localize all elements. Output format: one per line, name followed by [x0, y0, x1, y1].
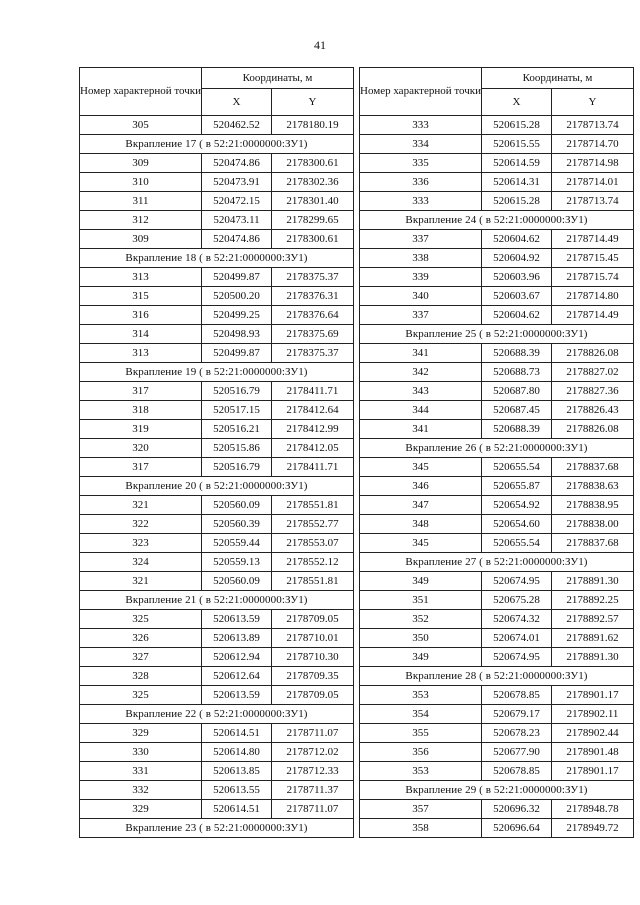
section-title: Вкрапление 24 ( в 52:21:0000000:ЗУ1): [360, 211, 634, 230]
point-number-cell: 338: [360, 249, 482, 268]
y-coordinate-cell: 2178714.70: [552, 135, 634, 154]
x-coordinate-cell: 520614.51: [202, 800, 272, 819]
y-coordinate-cell: 2178891.62: [552, 629, 634, 648]
table-row: [80, 116, 354, 135]
coordinates-header: Координаты, м: [202, 68, 354, 89]
table-row: [80, 800, 354, 819]
section-row: [80, 363, 354, 382]
table-row: [360, 610, 634, 629]
point-number-cell: 331: [80, 762, 202, 781]
x-coordinate-cell: 520613.59: [202, 610, 272, 629]
y-coordinate-cell: 2178715.45: [552, 249, 634, 268]
table-row: [80, 268, 354, 287]
page-number: 41: [314, 38, 326, 52]
section-row: [360, 553, 634, 572]
x-coordinate-cell: 520474.86: [202, 154, 272, 173]
y-coordinate-cell: 2178714.98: [552, 154, 634, 173]
x-coordinate-cell: 520613.89: [202, 629, 272, 648]
point-number-cell: 332: [80, 781, 202, 800]
x-coordinate-cell: 520674.95: [482, 572, 552, 591]
y-coordinate-cell: 2178713.74: [552, 116, 634, 135]
y-coordinate-cell: 2178300.61: [272, 154, 354, 173]
y-coordinate-cell: 2178827.36: [552, 382, 634, 401]
point-number-cell: 317: [80, 458, 202, 477]
table-row: [80, 439, 354, 458]
y-coordinate-cell: 2178837.68: [552, 534, 634, 553]
x-header: X: [202, 89, 272, 116]
x-coordinate-cell: 520604.92: [482, 249, 552, 268]
table-row: [360, 648, 634, 667]
section-title: Вкрапление 18 ( в 52:21:0000000:ЗУ1): [80, 249, 354, 268]
coordinates-table-left: [79, 67, 354, 838]
table-row: [360, 496, 634, 515]
y-coordinate-cell: 2178710.30: [272, 648, 354, 667]
y-coordinate-cell: 2178837.68: [552, 458, 634, 477]
y-coordinate-cell: 2178714.49: [552, 306, 634, 325]
y-coordinate-cell: 2178891.30: [552, 572, 634, 591]
x-coordinate-cell: 520560.09: [202, 572, 272, 591]
table-row: [360, 192, 634, 211]
section-row: [80, 591, 354, 610]
point-number-cell: 334: [360, 135, 482, 154]
table-row: [360, 401, 634, 420]
point-number-cell: 309: [80, 230, 202, 249]
point-number-cell: 346: [360, 477, 482, 496]
section-row: [80, 705, 354, 724]
y-coordinate-cell: 2178301.40: [272, 192, 354, 211]
table-row: [80, 534, 354, 553]
y-coordinate-cell: 2178714.80: [552, 287, 634, 306]
table-row: [360, 686, 634, 705]
point-number-cell: 353: [360, 686, 482, 705]
section-row: [360, 211, 634, 230]
section-row: [360, 439, 634, 458]
y-coordinate-cell: 2178711.07: [272, 800, 354, 819]
point-number-cell: 325: [80, 686, 202, 705]
x-coordinate-cell: 520674.01: [482, 629, 552, 648]
point-number-cell: 325: [80, 610, 202, 629]
section-title: Вкрапление 28 ( в 52:21:0000000:ЗУ1): [360, 667, 634, 686]
point-number-cell: 355: [360, 724, 482, 743]
table-row: [360, 591, 634, 610]
point-number-cell: 324: [80, 553, 202, 572]
y-coordinate-cell: 2178412.99: [272, 420, 354, 439]
table-row: [80, 762, 354, 781]
x-coordinate-cell: 520472.15: [202, 192, 272, 211]
table-row: [80, 192, 354, 211]
section-row: [360, 325, 634, 344]
x-coordinate-cell: 520516.79: [202, 382, 272, 401]
table-row: [360, 249, 634, 268]
point-number-cell: 326: [80, 629, 202, 648]
x-coordinate-cell: 520603.96: [482, 268, 552, 287]
point-number-cell: 339: [360, 268, 482, 287]
y-coordinate-cell: 2178949.72: [552, 819, 634, 838]
x-coordinate-cell: 520474.86: [202, 230, 272, 249]
table-row: [80, 382, 354, 401]
point-number-cell: 335: [360, 154, 482, 173]
x-coordinate-cell: 520615.55: [482, 135, 552, 154]
y-coordinate-cell: 2178553.07: [272, 534, 354, 553]
y-coordinate-cell: 2178375.69: [272, 325, 354, 344]
point-number-cell: 322: [80, 515, 202, 534]
table-row: [80, 230, 354, 249]
table-row: [360, 306, 634, 325]
table-row: [360, 572, 634, 591]
x-coordinate-cell: 520613.85: [202, 762, 272, 781]
point-number-cell: 357: [360, 800, 482, 819]
x-coordinate-cell: 520677.90: [482, 743, 552, 762]
point-number-cell: 340: [360, 287, 482, 306]
y-coordinate-cell: 2178826.08: [552, 344, 634, 363]
x-coordinate-cell: 520612.64: [202, 667, 272, 686]
point-number-cell: 319: [80, 420, 202, 439]
coordinates-table-right: [359, 67, 634, 838]
point-number-cell: 337: [360, 306, 482, 325]
point-number-cell: 343: [360, 382, 482, 401]
table-row: [360, 477, 634, 496]
point-number-header: Номер характерной точки: [360, 68, 482, 116]
table-row: [80, 667, 354, 686]
section-title: Вкрапление 17 ( в 52:21:0000000:ЗУ1): [80, 135, 354, 154]
point-number-cell: 310: [80, 173, 202, 192]
x-coordinate-cell: 520613.59: [202, 686, 272, 705]
x-coordinate-cell: 520614.31: [482, 173, 552, 192]
table-row: [80, 287, 354, 306]
x-coordinate-cell: 520655.87: [482, 477, 552, 496]
table-row: [80, 724, 354, 743]
x-coordinate-cell: 520678.85: [482, 762, 552, 781]
point-number-cell: 345: [360, 458, 482, 477]
x-coordinate-cell: 520517.15: [202, 401, 272, 420]
x-coordinate-cell: 520679.17: [482, 705, 552, 724]
y-coordinate-cell: 2178376.64: [272, 306, 354, 325]
x-coordinate-cell: 520614.80: [202, 743, 272, 762]
x-coordinate-cell: 520473.91: [202, 173, 272, 192]
table-row: [360, 762, 634, 781]
x-header: X: [482, 89, 552, 116]
table-row: [360, 135, 634, 154]
y-coordinate-cell: 2178302.36: [272, 173, 354, 192]
table-row: [360, 420, 634, 439]
x-coordinate-cell: 520612.94: [202, 648, 272, 667]
point-number-cell: 347: [360, 496, 482, 515]
section-row: [80, 819, 354, 838]
x-coordinate-cell: 520654.60: [482, 515, 552, 534]
y-coordinate-cell: 2178902.44: [552, 724, 634, 743]
x-coordinate-cell: 520499.25: [202, 306, 272, 325]
point-number-cell: 354: [360, 705, 482, 724]
x-coordinate-cell: 520615.28: [482, 192, 552, 211]
point-number-cell: 329: [80, 800, 202, 819]
table-row: [360, 743, 634, 762]
y-header: Y: [552, 89, 634, 116]
table-row: [80, 325, 354, 344]
point-number-cell: 344: [360, 401, 482, 420]
x-coordinate-cell: 520473.11: [202, 211, 272, 230]
table-row: [360, 363, 634, 382]
table-row: [80, 553, 354, 572]
y-coordinate-cell: 2178838.00: [552, 515, 634, 534]
x-coordinate-cell: 520687.45: [482, 401, 552, 420]
point-number-cell: 350: [360, 629, 482, 648]
table-row: [80, 154, 354, 173]
table-row: [80, 458, 354, 477]
y-coordinate-cell: 2178411.71: [272, 458, 354, 477]
table-row: [80, 610, 354, 629]
section-title: Вкрапление 26 ( в 52:21:0000000:ЗУ1): [360, 439, 634, 458]
x-coordinate-cell: 520654.92: [482, 496, 552, 515]
point-number-cell: 349: [360, 572, 482, 591]
x-coordinate-cell: 520498.93: [202, 325, 272, 344]
x-coordinate-cell: 520674.32: [482, 610, 552, 629]
x-coordinate-cell: 520678.85: [482, 686, 552, 705]
table-row: [80, 686, 354, 705]
table-row: [360, 154, 634, 173]
table-row: [80, 781, 354, 800]
table-row: [360, 230, 634, 249]
y-coordinate-cell: 2178827.02: [552, 363, 634, 382]
point-number-cell: 333: [360, 116, 482, 135]
section-title: Вкрапление 25 ( в 52:21:0000000:ЗУ1): [360, 325, 634, 344]
y-coordinate-cell: 2178891.30: [552, 648, 634, 667]
y-coordinate-cell: 2178376.31: [272, 287, 354, 306]
x-coordinate-cell: 520688.73: [482, 363, 552, 382]
y-header: Y: [272, 89, 354, 116]
table-row: [80, 306, 354, 325]
section-title: Вкрапление 23 ( в 52:21:0000000:ЗУ1): [80, 819, 354, 838]
x-coordinate-cell: 520462.52: [202, 116, 272, 135]
table-row: [80, 572, 354, 591]
x-coordinate-cell: 520688.39: [482, 344, 552, 363]
y-coordinate-cell: 2178551.81: [272, 572, 354, 591]
section-row: [80, 477, 354, 496]
point-number-cell: 342: [360, 363, 482, 382]
point-number-cell: 353: [360, 762, 482, 781]
section-row: [80, 135, 354, 154]
point-number-cell: 348: [360, 515, 482, 534]
point-number-cell: 328: [80, 667, 202, 686]
x-coordinate-cell: 520516.21: [202, 420, 272, 439]
table-row: [360, 534, 634, 553]
y-coordinate-cell: 2178838.63: [552, 477, 634, 496]
y-coordinate-cell: 2178552.77: [272, 515, 354, 534]
y-coordinate-cell: 2178375.37: [272, 344, 354, 363]
x-coordinate-cell: 520696.32: [482, 800, 552, 819]
point-number-cell: 336: [360, 173, 482, 192]
point-number-cell: 320: [80, 439, 202, 458]
x-coordinate-cell: 520655.54: [482, 534, 552, 553]
y-coordinate-cell: 2178300.61: [272, 230, 354, 249]
x-coordinate-cell: 520499.87: [202, 344, 272, 363]
table-row: [360, 173, 634, 192]
x-coordinate-cell: 520688.39: [482, 420, 552, 439]
y-coordinate-cell: 2178901.17: [552, 762, 634, 781]
section-row: [360, 667, 634, 686]
point-number-cell: 358: [360, 819, 482, 838]
table-row: [80, 629, 354, 648]
y-coordinate-cell: 2178180.19: [272, 116, 354, 135]
point-number-cell: 349: [360, 648, 482, 667]
point-number-cell: 345: [360, 534, 482, 553]
y-coordinate-cell: 2178714.01: [552, 173, 634, 192]
y-coordinate-cell: 2178411.71: [272, 382, 354, 401]
y-coordinate-cell: 2178892.25: [552, 591, 634, 610]
table-row: [360, 705, 634, 724]
table-row: [80, 743, 354, 762]
point-number-cell: 337: [360, 230, 482, 249]
y-coordinate-cell: 2178838.95: [552, 496, 634, 515]
y-coordinate-cell: 2178711.37: [272, 781, 354, 800]
point-number-cell: 315: [80, 287, 202, 306]
y-coordinate-cell: 2178714.49: [552, 230, 634, 249]
point-number-cell: 321: [80, 496, 202, 515]
table-row: [80, 648, 354, 667]
y-coordinate-cell: 2178551.81: [272, 496, 354, 515]
table-row: [360, 800, 634, 819]
table-body-left: [80, 116, 354, 838]
y-coordinate-cell: 2178412.05: [272, 439, 354, 458]
x-coordinate-cell: 520613.55: [202, 781, 272, 800]
y-coordinate-cell: 2178713.74: [552, 192, 634, 211]
point-number-cell: 351: [360, 591, 482, 610]
table-row: [80, 344, 354, 363]
table-row: [360, 268, 634, 287]
y-coordinate-cell: 2178412.64: [272, 401, 354, 420]
point-number-cell: 329: [80, 724, 202, 743]
point-number-cell: 309: [80, 154, 202, 173]
section-title: Вкрапление 20 ( в 52:21:0000000:ЗУ1): [80, 477, 354, 496]
section-title: Вкрапление 19 ( в 52:21:0000000:ЗУ1): [80, 363, 354, 382]
x-coordinate-cell: 520500.20: [202, 287, 272, 306]
y-coordinate-cell: 2178552.12: [272, 553, 354, 572]
x-coordinate-cell: 520604.62: [482, 306, 552, 325]
x-coordinate-cell: 520559.13: [202, 553, 272, 572]
y-coordinate-cell: 2178299.65: [272, 211, 354, 230]
point-number-cell: 341: [360, 344, 482, 363]
y-coordinate-cell: 2178710.01: [272, 629, 354, 648]
table-row: [360, 515, 634, 534]
table-body-right: [360, 116, 634, 838]
y-coordinate-cell: 2178709.35: [272, 667, 354, 686]
x-coordinate-cell: 520655.54: [482, 458, 552, 477]
section-row: [360, 781, 634, 800]
coordinates-header: Координаты, м: [482, 68, 634, 89]
point-number-cell: 352: [360, 610, 482, 629]
y-coordinate-cell: 2178375.37: [272, 268, 354, 287]
section-title: Вкрапление 21 ( в 52:21:0000000:ЗУ1): [80, 591, 354, 610]
section-title: Вкрапление 27 ( в 52:21:0000000:ЗУ1): [360, 553, 634, 572]
table-row: [80, 515, 354, 534]
x-coordinate-cell: 520687.80: [482, 382, 552, 401]
table-row: [80, 211, 354, 230]
table-row: [80, 401, 354, 420]
point-number-cell: 313: [80, 268, 202, 287]
point-number-cell: 321: [80, 572, 202, 591]
y-coordinate-cell: 2178709.05: [272, 610, 354, 629]
point-number-cell: 318: [80, 401, 202, 420]
table-row: [360, 344, 634, 363]
x-coordinate-cell: 520559.44: [202, 534, 272, 553]
point-number-cell: 323: [80, 534, 202, 553]
point-number-cell: 314: [80, 325, 202, 344]
y-coordinate-cell: 2178901.48: [552, 743, 634, 762]
y-coordinate-cell: 2178892.57: [552, 610, 634, 629]
table-row: [80, 173, 354, 192]
y-coordinate-cell: 2178826.08: [552, 420, 634, 439]
point-number-cell: 317: [80, 382, 202, 401]
x-coordinate-cell: 520515.86: [202, 439, 272, 458]
y-coordinate-cell: 2178902.11: [552, 705, 634, 724]
point-number-cell: 311: [80, 192, 202, 211]
y-coordinate-cell: 2178712.33: [272, 762, 354, 781]
x-coordinate-cell: 520678.23: [482, 724, 552, 743]
section-title: Вкрапление 29 ( в 52:21:0000000:ЗУ1): [360, 781, 634, 800]
table-row: [360, 287, 634, 306]
x-coordinate-cell: 520604.62: [482, 230, 552, 249]
point-number-cell: 316: [80, 306, 202, 325]
x-coordinate-cell: 520560.09: [202, 496, 272, 515]
x-coordinate-cell: 520614.59: [482, 154, 552, 173]
y-coordinate-cell: 2178712.02: [272, 743, 354, 762]
table-row: [360, 116, 634, 135]
y-coordinate-cell: 2178709.05: [272, 686, 354, 705]
point-number-header: Номер характерной точки: [80, 68, 202, 116]
table-row: [360, 458, 634, 477]
x-coordinate-cell: 520675.28: [482, 591, 552, 610]
table-row: [360, 382, 634, 401]
point-number-cell: 313: [80, 344, 202, 363]
section-row: [80, 249, 354, 268]
y-coordinate-cell: 2178826.43: [552, 401, 634, 420]
table-row: [360, 629, 634, 648]
x-coordinate-cell: 520516.79: [202, 458, 272, 477]
x-coordinate-cell: 520603.67: [482, 287, 552, 306]
point-number-cell: 330: [80, 743, 202, 762]
x-coordinate-cell: 520615.28: [482, 116, 552, 135]
y-coordinate-cell: 2178711.07: [272, 724, 354, 743]
y-coordinate-cell: 2178715.74: [552, 268, 634, 287]
point-number-cell: 327: [80, 648, 202, 667]
table-row: [80, 496, 354, 515]
y-coordinate-cell: 2178901.17: [552, 686, 634, 705]
table-row: [360, 819, 634, 838]
x-coordinate-cell: 520499.87: [202, 268, 272, 287]
table-row: [80, 420, 354, 439]
point-number-cell: 312: [80, 211, 202, 230]
point-number-cell: 305: [80, 116, 202, 135]
point-number-cell: 341: [360, 420, 482, 439]
point-number-cell: 333: [360, 192, 482, 211]
table-row: [360, 724, 634, 743]
y-coordinate-cell: 2178948.78: [552, 800, 634, 819]
point-number-cell: 356: [360, 743, 482, 762]
x-coordinate-cell: 520674.95: [482, 648, 552, 667]
section-title: Вкрапление 22 ( в 52:21:0000000:ЗУ1): [80, 705, 354, 724]
x-coordinate-cell: 520560.39: [202, 515, 272, 534]
x-coordinate-cell: 520614.51: [202, 724, 272, 743]
x-coordinate-cell: 520696.64: [482, 819, 552, 838]
